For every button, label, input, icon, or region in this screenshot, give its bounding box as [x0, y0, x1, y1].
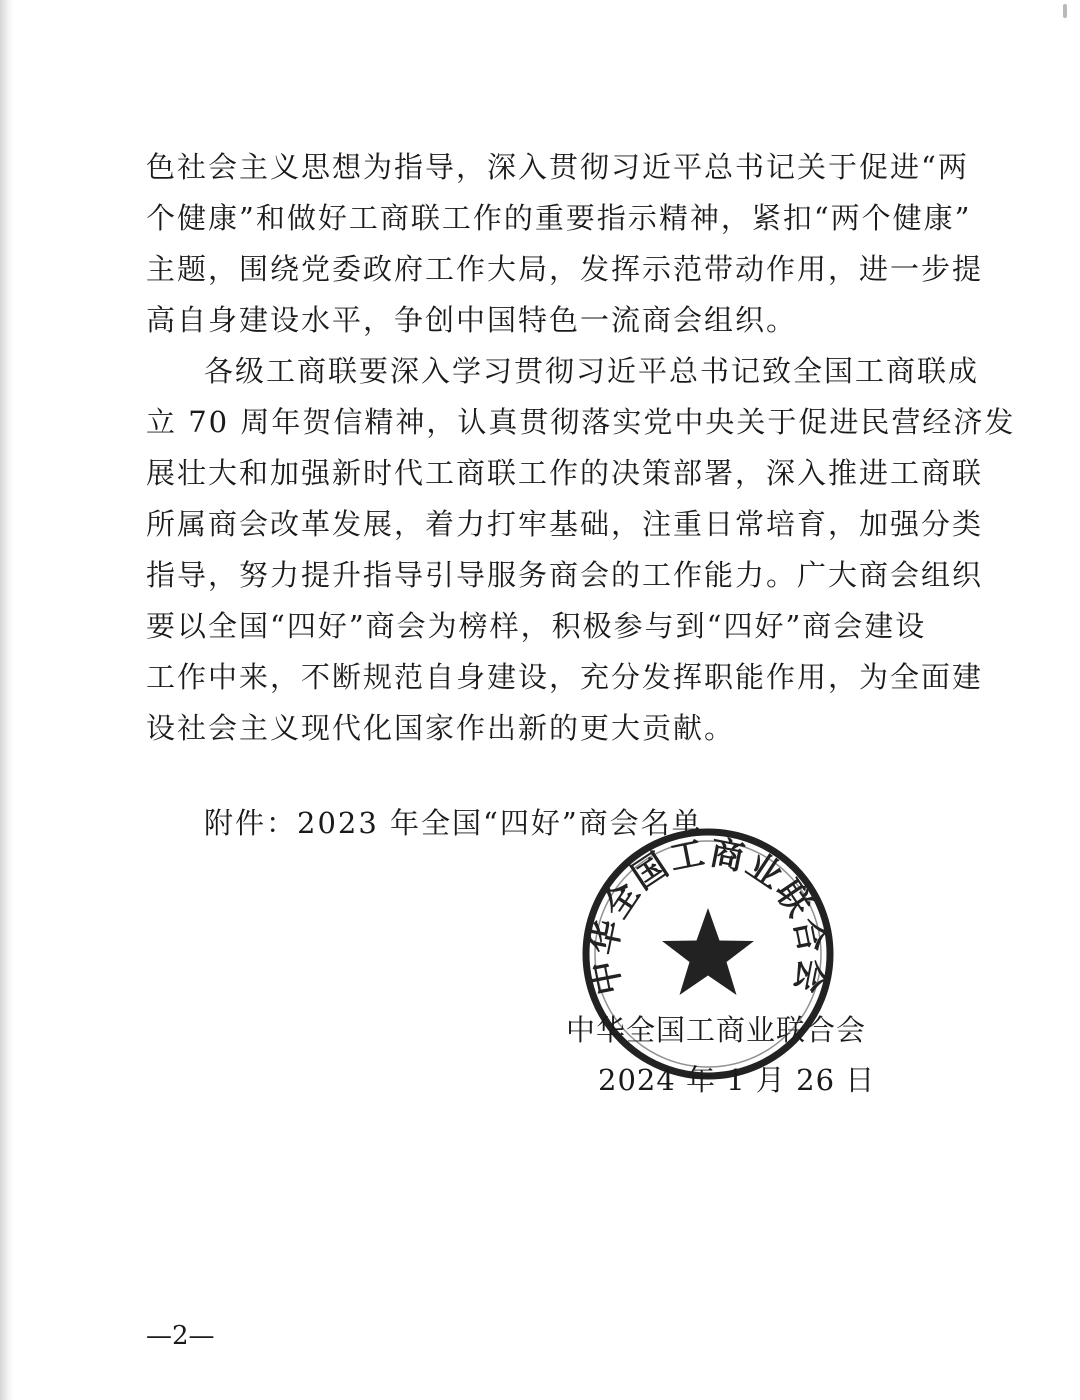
- paragraph-2-line-3: 展壮大和加强新时代工商联工作的决策部署，深入推进工商联: [146, 456, 984, 490]
- paragraph-2-line-7: 工作中来，不断规范自身建设，充分发挥职能作用，为全面建: [146, 660, 984, 694]
- paragraph-2-line-8: 设社会主义现代化国家作出新的更大贡献。: [146, 711, 736, 745]
- paragraph-2-line-2: 立 70 周年贺信精神，认真贯彻落实党中央关于促进民营经济发: [146, 405, 1016, 439]
- paragraph-1-line-3: 主题，围绕党委政府工作大局，发挥示范带动作用，进一步提: [146, 252, 984, 286]
- seal-text: 中华全国工商业联合会: [583, 832, 833, 999]
- paragraph-1-line-4: 高自身建设水平，争创中国特色一流商会组织。: [146, 303, 798, 337]
- page-edge-shadow: [0, 0, 14, 1400]
- paragraph-2-line-5: 指导，努力提升指导引导服务商会的工作能力。广大商会组织: [146, 558, 984, 592]
- document-body: [146, 142, 1016, 754]
- signing-date: 2024 年 1 月 26 日: [598, 1063, 876, 1097]
- paragraph-2-line-1: 各级工商联要深入学习贯彻习近平总书记致全国工商联成: [204, 354, 980, 388]
- signer-name: 中华全国工商业联合会: [566, 1013, 867, 1047]
- page-number: —2—: [146, 1321, 215, 1351]
- paragraph-2-line-4: 所属商会改革发展，着力打牢基础，注重日常培育，加强分类: [146, 507, 984, 541]
- scrollbar-thumb[interactable]: [1063, 4, 1067, 18]
- seal-star-icon: [662, 908, 754, 995]
- paragraph-1-line-2: 个健康”和做好工商联工作的重要指示精神，紧扣“两个健康”: [146, 201, 972, 235]
- attachment-line: 附件：2023 年全国“四好”商会名单: [204, 806, 703, 840]
- paragraph-2-line-6: 要以全国“四好”商会为榜样，积极参与到“四好”商会建设: [146, 609, 927, 643]
- paragraph-1-line-1: 色社会主义思想为指导，深入贯彻习近平总书记关于促进“两: [146, 150, 969, 184]
